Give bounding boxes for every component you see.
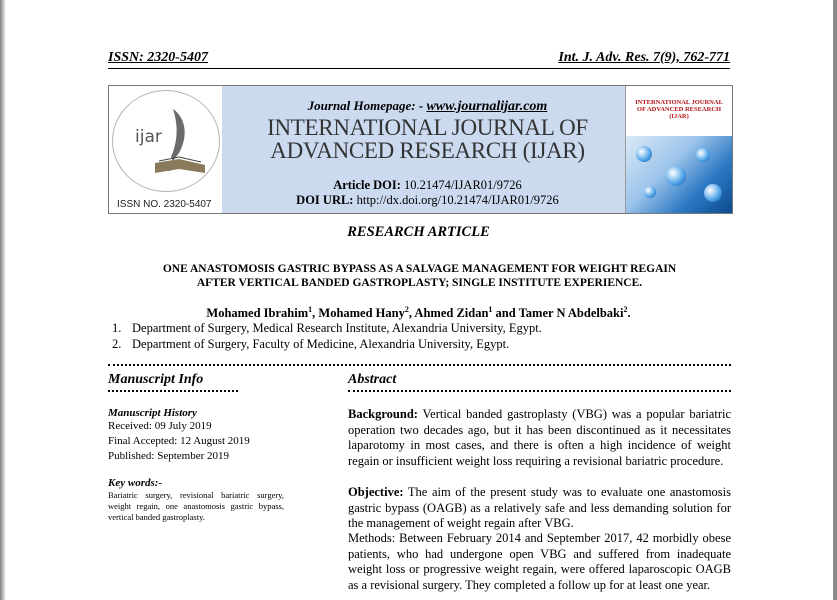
received-date: Received: 09 July 2019: [108, 420, 212, 432]
abstract-objective: [348, 485, 731, 532]
cover-title: INTERNATIONAL JOURNAL OF ADVANCED RESEARCH (IJAR): [635, 99, 723, 120]
doi-url-label: DOI URL:: [296, 193, 354, 207]
background-label: Background:: [348, 407, 418, 421]
author-separator: .: [627, 306, 631, 321]
page-edge-shadow: [0, 0, 6, 600]
keywords-text: Bariatric surgery, revisional bariatric surgery, weight regain, one anastomosis gastric bypass, vertical banded gastroplasty.: [108, 490, 284, 522]
author-name: Tamer N Abdelbaki: [518, 306, 624, 321]
author-affil-mark: 2: [404, 305, 409, 314]
section-divider: [108, 356, 731, 366]
journal-cover-thumbnail: [625, 86, 732, 213]
journal-info-band: [222, 86, 633, 213]
background-text: Vertical banded gastroplasty (VBG) was a popular bariatric operation two decades ago, but it has been discontinued as it necessitates laparotomy in most cases, and there is often a high incidence of weight regain or insufficient weight loss requiring a revisional bariatric procedure.: [348, 407, 731, 468]
journal-title-line2: ADVANCED RESEARCH (IJAR): [270, 138, 585, 163]
author-affil-mark: 1: [308, 305, 313, 314]
paper-title-line1: ONE ANASTOMOSIS GASTRIC BYPASS AS A SALVAGE MANAGEMENT FOR WEIGHT REGAIN: [162, 263, 677, 275]
journal-homepage: [222, 98, 633, 115]
author-list: [0, 305, 837, 321]
abstract-divider: [348, 390, 731, 392]
author-name: Mohamed Ibrahim: [206, 306, 309, 321]
doi-label: Article DOI:: [333, 178, 401, 192]
affiliation-text: Department of Surgery, Medical Research Institute, Alexandria University, Egypt.: [132, 321, 542, 335]
author-affil-mark: 2: [623, 305, 628, 314]
paper-title-line2: AFTER VERTICAL BANDED GASTROPLASTY; SINGLE INSTITUTE EXPERIENCE.: [196, 277, 643, 289]
quill-book-icon: [113, 91, 219, 191]
manuscript-history-heading: Manuscript History: [108, 407, 197, 419]
author-name: Ahmed Zidan: [414, 306, 489, 321]
molecule-image: [626, 136, 732, 213]
journal-title-line1: INTERNATIONAL JOURNAL OF: [267, 115, 588, 140]
logo-text: ijar: [135, 127, 162, 147]
author-separator: ,: [408, 306, 415, 321]
accepted-date: Final Accepted: 12 August 2019: [108, 435, 250, 447]
keywords-heading: Key words:-: [108, 477, 163, 489]
manuscript-info-heading: Manuscript Info: [108, 372, 204, 387]
objective-text: The aim of the present study was to evaluate one anastomosis gastric bypass (OAGB) as a relatively safe and less demanding solution for the management of weight regain after VBG.: [348, 485, 731, 530]
logo-circle: [112, 90, 220, 192]
abstract-heading: Abstract: [348, 372, 397, 387]
manuscript-info-divider: [108, 390, 238, 392]
homepage-label: Journal Homepage: -: [307, 98, 424, 113]
author-separator: and: [492, 306, 519, 321]
doi-url: [222, 193, 633, 208]
author-separator: ,: [312, 306, 319, 321]
issn-text: ISSN: 2320-5407: [108, 50, 208, 65]
journal-banner: [108, 85, 733, 214]
doi-value: 10.21474/IJAR01/9726: [404, 178, 522, 192]
affiliation-number: 1.: [112, 321, 122, 335]
issn-number: ISSN NO. 2320-5407: [117, 199, 212, 210]
article-doi: [222, 178, 633, 193]
journal-logo: [109, 86, 223, 213]
published-date: Published: September 2019: [108, 450, 229, 462]
abstract-methods: Methods: Between February 2014 and September 2017, 42 morbidly obese patients, who had undergone open VBG and suffered from inadequate weight loss or progressive weight regain, were offered laparoscopic OAGB as a revisional surgery. They completed a follow up for at least one year.: [348, 531, 731, 592]
homepage-link[interactable]: www.journalijar.com: [426, 99, 548, 114]
author-affil-mark: 1: [488, 305, 493, 314]
doi-url-link[interactable]: http://dx.doi.org/10.21474/IJAR01/9726: [356, 193, 559, 207]
affiliation-item: [112, 337, 509, 352]
article-type: RESEARCH ARTICLE: [347, 224, 490, 240]
affiliation-item: [112, 321, 542, 336]
journal-title: [222, 116, 633, 162]
affiliation-text: Department of Surgery, Faculty of Medicine, Alexandria University, Egypt.: [132, 337, 510, 351]
paper-title: [108, 262, 731, 290]
affiliation-number: 2.: [112, 337, 122, 351]
abstract-background: [348, 407, 731, 469]
running-header: [108, 50, 730, 69]
author-name: Mohamed Hany: [318, 306, 405, 321]
objective-label: Objective:: [348, 485, 404, 499]
journal-reference: Int. J. Adv. Res. 7(9), 762-771: [558, 50, 730, 65]
